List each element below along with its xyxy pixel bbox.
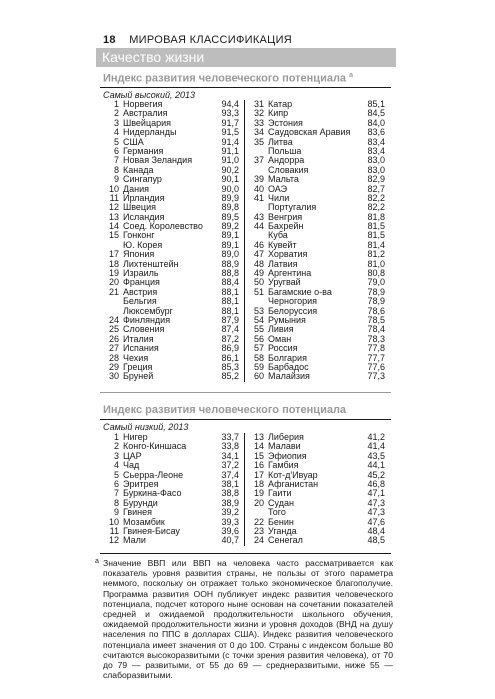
- table-row: [103, 372, 241, 381]
- index-value: 87,4: [221, 324, 239, 335]
- country-name: Бурунди: [123, 497, 158, 508]
- country-name: Мозамбик: [123, 516, 165, 527]
- index-value: 78,3: [367, 333, 385, 344]
- rank: 37: [253, 155, 264, 166]
- index-value: 41,4: [367, 441, 385, 452]
- country-name: Новая Зеландия: [123, 155, 193, 166]
- footnote-marker: a: [95, 558, 99, 565]
- index-value: 77,7: [367, 352, 385, 363]
- rank: 14: [253, 441, 264, 452]
- index-value: 82,7: [367, 183, 385, 194]
- rank: 24: [108, 314, 119, 325]
- country-name: Ю. Корея: [123, 239, 163, 250]
- table-row: [248, 536, 388, 545]
- index-value: 77,6: [367, 361, 385, 372]
- rank: 8: [113, 497, 119, 508]
- index-value: 83,4: [367, 145, 385, 156]
- rank: 9: [113, 174, 119, 185]
- country-name: Португалия: [268, 202, 317, 213]
- rank: 7: [113, 488, 119, 499]
- index-value: 90,1: [221, 174, 239, 185]
- country-name: Люксембург: [123, 305, 173, 316]
- rank: 15: [253, 450, 264, 461]
- rank: 18: [253, 478, 264, 489]
- index-value: 38,1: [221, 478, 239, 489]
- rank: 48: [253, 258, 264, 269]
- rank: 27: [108, 343, 119, 354]
- country-name: Черногория: [268, 296, 317, 307]
- index-value: 47,6: [367, 516, 385, 527]
- country-name: Сьерра-Леоне: [123, 469, 184, 480]
- index-value: 84,0: [367, 117, 385, 128]
- rank: 9: [113, 507, 119, 518]
- country-name: Сингапур: [123, 174, 162, 185]
- low-table-heading: Индекс развития человеческого потенциала: [103, 404, 347, 416]
- index-value: 84,5: [367, 108, 385, 119]
- index-value: 39,2: [221, 507, 239, 518]
- high-table-heading-text: Индекс развития человеческого потенциала: [103, 72, 347, 85]
- country-name: Нигер: [123, 432, 148, 442]
- rank: 20: [253, 497, 264, 508]
- rank: 33: [253, 117, 264, 128]
- country-name: Россия: [268, 343, 298, 354]
- country-name: Либерия: [268, 432, 304, 442]
- index-value: 82,2: [367, 202, 385, 213]
- index-value: 88,1: [221, 296, 239, 307]
- divider: [100, 87, 391, 88]
- rank: 4: [113, 460, 119, 471]
- index-value: 39,3: [221, 516, 239, 527]
- index-value: 88,8: [221, 268, 239, 279]
- index-value: 86,1: [221, 352, 239, 363]
- rank: 1: [113, 99, 119, 109]
- rank: 2: [113, 441, 119, 452]
- country-name: ЦАР: [123, 450, 142, 461]
- index-value: 82,2: [367, 192, 385, 203]
- high-table-right: [248, 100, 388, 382]
- index-value: 44,1: [367, 460, 385, 471]
- country-name: Багамские о-ва: [268, 286, 332, 297]
- index-value: 87,2: [221, 333, 239, 344]
- index-value: 37,2: [221, 460, 239, 471]
- rank: 47: [253, 249, 264, 260]
- country-name: Белоруссия: [268, 305, 318, 316]
- rank: 35: [253, 136, 264, 147]
- country-name: Лихтенштейн: [123, 258, 179, 269]
- column-divider: [244, 100, 245, 382]
- country-name: Дания: [123, 183, 149, 194]
- country-name: Греция: [123, 361, 153, 372]
- index-value: 83,6: [367, 127, 385, 138]
- index-value: 89,5: [221, 211, 239, 222]
- index-value: 83,0: [367, 164, 385, 175]
- index-value: 47,3: [367, 507, 385, 518]
- country-name: Италия: [123, 333, 154, 344]
- rank: 41: [253, 192, 264, 203]
- index-value: 83,0: [367, 155, 385, 166]
- table-row: [103, 536, 241, 545]
- index-value: 78,9: [367, 296, 385, 307]
- country-name: Германия: [123, 145, 164, 156]
- rank: 43: [253, 211, 264, 222]
- country-name: Словакия: [268, 164, 309, 175]
- rank: 10: [108, 516, 119, 527]
- rank: 58: [253, 352, 264, 363]
- index-value: 90,2: [221, 164, 239, 175]
- rank: 12: [108, 202, 119, 213]
- country-name: Судан: [268, 497, 294, 508]
- index-value: 88,4: [221, 277, 239, 288]
- country-name: Сенегал: [268, 535, 303, 546]
- index-value: 89,0: [221, 249, 239, 260]
- country-name: Андорра: [268, 155, 305, 166]
- divider: [100, 553, 391, 554]
- country-name: Чад: [123, 460, 140, 471]
- index-value: 91,7: [221, 117, 239, 128]
- country-name: Эстония: [268, 117, 303, 128]
- country-name: Испания: [123, 343, 159, 354]
- index-value: 94,4: [221, 99, 239, 109]
- country-name: Австрия: [123, 286, 158, 297]
- rank: 1: [113, 432, 119, 442]
- country-name: Чили: [268, 192, 290, 203]
- rank: 57: [253, 343, 264, 354]
- country-name: Австралия: [123, 108, 168, 119]
- country-name: Норвегия: [123, 99, 163, 109]
- country-name: Израиль: [123, 268, 159, 279]
- index-value: 93,3: [221, 108, 239, 119]
- rank: 19: [108, 268, 119, 279]
- index-value: 81,8: [367, 211, 385, 222]
- rank: 24: [253, 535, 264, 546]
- low-table-category: Самый низкий, 2013: [103, 422, 189, 432]
- index-value: 78,9: [367, 286, 385, 297]
- country-name: Куба: [268, 230, 288, 241]
- index-value: 89,8: [221, 202, 239, 213]
- country-name: Бенин: [268, 516, 294, 527]
- rank: 14: [108, 221, 119, 232]
- rank: 12: [108, 535, 119, 546]
- rank: 25: [108, 324, 119, 335]
- rank: 56: [253, 333, 264, 344]
- rank: 8: [113, 164, 119, 175]
- rank: 51: [253, 286, 264, 297]
- index-value: 43,5: [367, 450, 385, 461]
- rank: 17: [253, 469, 264, 480]
- rank: 39: [253, 174, 264, 185]
- country-name: Аргентина: [268, 268, 312, 279]
- index-value: 83,4: [367, 136, 385, 147]
- table-row: [248, 372, 388, 381]
- country-name: Ирландия: [123, 192, 165, 203]
- divider: [100, 392, 391, 393]
- index-value: 33,7: [221, 432, 239, 442]
- country-name: Кувейт: [268, 239, 297, 250]
- index-value: 81,0: [367, 258, 385, 269]
- country-name: Латвия: [268, 258, 298, 269]
- rank: 3: [113, 450, 119, 461]
- rank: 18: [108, 258, 119, 269]
- country-name: Оман: [268, 333, 292, 344]
- country-name: Уганда: [268, 525, 297, 536]
- rank: 16: [253, 460, 264, 471]
- index-value: 47,3: [367, 497, 385, 508]
- rank: 2: [113, 108, 119, 119]
- rank: 15: [108, 230, 119, 241]
- country-name: Буркина-Фасо: [123, 488, 182, 499]
- index-value: 89,1: [221, 230, 239, 241]
- country-name: Нидерланды: [123, 127, 177, 138]
- divider: [100, 419, 391, 420]
- rank: 10: [108, 183, 119, 194]
- index-value: 88,9: [221, 258, 239, 269]
- index-value: 91,0: [221, 155, 239, 166]
- index-value: 40,7: [221, 535, 239, 546]
- country-name: Гамбия: [268, 460, 299, 471]
- country-name: Соед. Королевство: [123, 221, 203, 232]
- rank: 13: [253, 432, 264, 442]
- country-name: Мали: [123, 535, 146, 546]
- index-value: 81,5: [367, 221, 385, 232]
- index-value: 81,4: [367, 239, 385, 250]
- country-name: Афганистан: [268, 478, 319, 489]
- index-value: 89,9: [221, 192, 239, 203]
- country-name: ОАЭ: [268, 183, 288, 194]
- rank: 23: [253, 525, 264, 536]
- index-value: 88,1: [221, 286, 239, 297]
- country-name: Эритрея: [123, 478, 159, 489]
- rank: 4: [113, 127, 119, 138]
- high-table-heading: [103, 72, 353, 85]
- country-name: Уругвай: [268, 277, 301, 288]
- index-value: 46,8: [367, 478, 385, 489]
- country-name: Канада: [123, 164, 154, 175]
- page-number: 18: [103, 34, 116, 46]
- country-name: Хорватия: [268, 249, 308, 260]
- high-table-left: [103, 100, 241, 382]
- rank: 32: [253, 108, 264, 119]
- index-value: 77,8: [367, 343, 385, 354]
- index-value: 85,2: [221, 371, 239, 382]
- index-value: 38,8: [221, 488, 239, 499]
- country-name: Румыния: [268, 314, 306, 325]
- country-name: Катар: [268, 99, 293, 109]
- column-divider: [244, 433, 245, 546]
- country-name: Барбадос: [268, 361, 309, 372]
- index-value: 80,8: [367, 268, 385, 279]
- index-value: 38,9: [221, 497, 239, 508]
- section-title-bar: [96, 48, 396, 67]
- index-value: 37,4: [221, 469, 239, 480]
- country-name: Япония: [123, 249, 155, 260]
- index-value: 90,0: [221, 183, 239, 194]
- country-name: Литва: [268, 136, 293, 147]
- index-value: 81,5: [367, 230, 385, 241]
- country-name: Польша: [268, 145, 302, 156]
- country-name: Конго-Киншаса: [123, 441, 187, 452]
- index-value: 89,1: [221, 239, 239, 250]
- country-name: Мальта: [268, 174, 299, 185]
- high-table-category: Самый высокий, 2013: [103, 90, 196, 100]
- rank: 20: [108, 277, 119, 288]
- country-name: Гвинея-Бисау: [123, 525, 180, 536]
- rank: 50: [253, 277, 264, 288]
- index-value: 91,5: [221, 127, 239, 138]
- page-running-title: МИРОВАЯ КЛАССИФИКАЦИЯ: [129, 34, 293, 46]
- country-name: Гвинея: [123, 507, 153, 518]
- index-value: 86,9: [221, 343, 239, 354]
- index-value: 39,6: [221, 525, 239, 536]
- page-header: [103, 34, 292, 46]
- rank: 34: [253, 127, 264, 138]
- rank: 6: [113, 478, 119, 489]
- country-name: Болгария: [268, 352, 307, 363]
- rank: 55: [253, 324, 264, 335]
- country-name: Эфиопия: [268, 450, 307, 461]
- footnote-text: Значение ВВП или ВВП на человека часто рассматривается как показатель уровня развития страны, не пользы от этого параметра неммого, поскольку он отражает только экономическое благополучие. Программа развития ООН публикует индекс развития человеческого потенциала, подсчет которого ныне основан на сочетании показателей средней и ожидаемой продолжительности школьного обучения, ожидаемой продолжительности жизни и уровня доходов (ВНД на душу населения по ППС в долларах США). Индекс развития человеческого потенциала имеет значения от 0 до 100. Страны с индексом больше 80 считаются высокоразвитыми (с точки зрения развития человека), от 70 до 79 — развитыми, от 55 до 69 — среднеразвитыми, ниже 55 — слаборазвитыми.: [103, 558, 393, 681]
- rank: 19: [253, 488, 264, 499]
- rank: 11: [109, 192, 119, 203]
- country-name: Гаити: [268, 488, 292, 499]
- rank: 26: [108, 333, 119, 344]
- index-value: 48,5: [367, 535, 385, 546]
- rank: 13: [108, 211, 119, 222]
- index-value: 78,4: [367, 324, 385, 335]
- country-name: Того: [268, 507, 286, 518]
- country-name: Швеция: [123, 202, 156, 213]
- rank: 28: [108, 352, 119, 363]
- rank: 21: [108, 286, 119, 297]
- index-value: 91,4: [221, 136, 239, 147]
- country-name: Малайзия: [268, 371, 310, 382]
- country-name: Бельгия: [123, 296, 157, 307]
- rank: 5: [113, 136, 119, 147]
- country-name: Словения: [123, 324, 165, 335]
- country-name: Кот-д'Ивуар: [268, 469, 318, 480]
- index-value: 87,9: [221, 314, 239, 325]
- country-name: Малави: [268, 441, 301, 452]
- low-table-right: [248, 433, 388, 546]
- footnote: [95, 558, 393, 681]
- country-name: Швейцария: [123, 117, 172, 128]
- footnote-marker: a: [349, 72, 354, 79]
- country-name: США: [123, 136, 144, 147]
- index-value: 78,5: [367, 314, 385, 325]
- country-name: Кипр: [268, 108, 289, 119]
- index-value: 91,1: [221, 145, 239, 156]
- index-value: 89,2: [221, 221, 239, 232]
- rank: 54: [253, 314, 264, 325]
- rank: 3: [113, 117, 119, 128]
- index-value: 33,8: [221, 441, 239, 452]
- rank: 30: [108, 371, 119, 382]
- rank: 17: [108, 249, 119, 260]
- country-name: Франция: [123, 277, 160, 288]
- index-value: 41,2: [367, 432, 385, 442]
- index-value: 81,2: [367, 249, 385, 260]
- index-value: 79,0: [367, 277, 385, 288]
- country-name: Венгрия: [268, 211, 303, 222]
- rank: 60: [253, 371, 264, 382]
- rank: 7: [113, 155, 119, 166]
- rank: 46: [253, 239, 264, 250]
- country-name: Исландия: [123, 211, 165, 222]
- index-value: 85,3: [221, 361, 239, 372]
- index-value: 78,6: [367, 305, 385, 316]
- rank: 44: [253, 221, 264, 232]
- index-value: 82,9: [367, 174, 385, 185]
- rank: 6: [113, 145, 119, 156]
- index-value: 34,1: [221, 450, 239, 461]
- country-name: Чехия: [123, 352, 149, 363]
- rank: 29: [108, 361, 119, 372]
- rank: 49: [253, 268, 264, 279]
- rank: 40: [253, 183, 264, 194]
- low-table-left: [103, 433, 241, 546]
- rank: 5: [113, 469, 119, 480]
- country-name: Ливия: [268, 324, 294, 335]
- index-value: 48,4: [367, 525, 385, 536]
- country-name: Бахрейн: [268, 221, 304, 232]
- rank: 31: [253, 99, 264, 109]
- rank: 59: [253, 361, 264, 372]
- section-title: Качество жизни: [102, 49, 205, 65]
- rank: 22: [253, 516, 264, 527]
- index-value: 85,1: [367, 99, 385, 109]
- country-name: Финляндия: [123, 314, 171, 325]
- country-name: Бруней: [123, 371, 154, 382]
- rank: 11: [109, 525, 119, 536]
- index-value: 47,1: [367, 488, 385, 499]
- rank: 53: [253, 305, 264, 316]
- country-name: Саудовская Аравия: [268, 127, 351, 138]
- index-value: 45,2: [367, 469, 385, 480]
- index-value: 88,1: [221, 305, 239, 316]
- country-name: Гонконг: [123, 230, 155, 241]
- index-value: 77,3: [367, 371, 385, 382]
